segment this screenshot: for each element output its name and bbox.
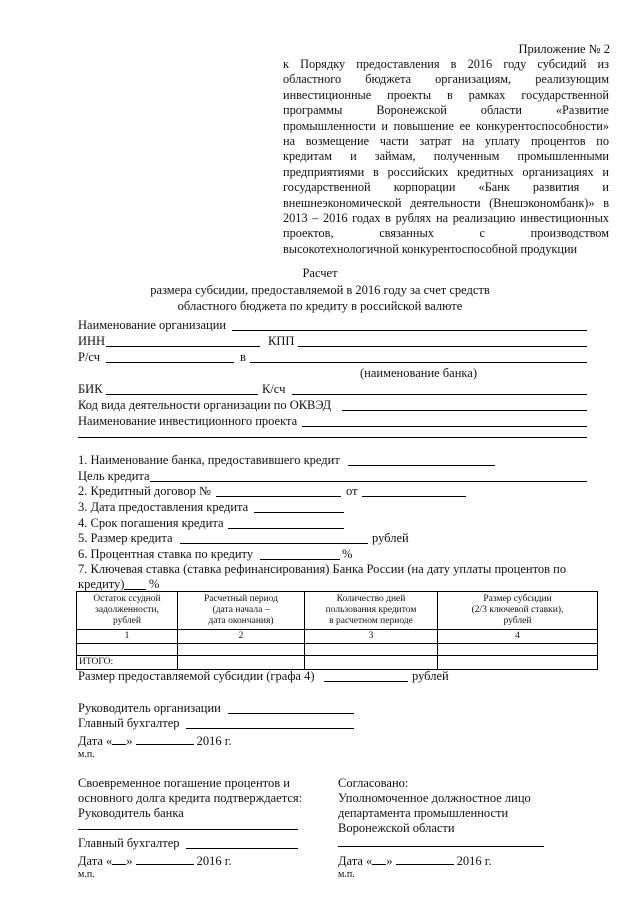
bank-confirm-line-2: основного долга кредита подтверждается: (78, 791, 303, 805)
key-rate-field[interactable] (124, 589, 146, 590)
agreed-date-day-field[interactable] (372, 852, 386, 865)
agreed-official: Уполномоченное должностное лицо (338, 791, 531, 805)
heading-title: Расчет (302, 266, 338, 280)
agreed-signature[interactable] (338, 846, 544, 847)
appendix-line: 2013 – 2016 годах в рублях на реализацию инвестиционных (283, 211, 609, 226)
okved-field[interactable] (342, 410, 587, 411)
appendix-line: внешнеэкономической деятельности (Внешэкономбанк)» в (283, 195, 609, 210)
contract-from-label: от (346, 484, 358, 498)
inn-field[interactable] (106, 346, 260, 347)
appendix-line: проектов, связанных с производством (283, 226, 609, 241)
interest-rate-field[interactable] (260, 559, 340, 560)
corr-account-label: К/сч (262, 382, 286, 396)
appendix-line: на возмещение части затрат на уплату процентов по (283, 134, 609, 149)
item-7-label-continued: кредиту) (78, 577, 125, 591)
kpp-field[interactable] (298, 346, 587, 347)
credit-date-field[interactable] (254, 512, 344, 513)
bank-stamp-place: м.п. (78, 869, 95, 880)
credit-goal-field[interactable] (150, 481, 587, 482)
calculation-table (76, 591, 598, 670)
subsidy-size-unit: рублей (412, 669, 449, 683)
subsidy-size-field[interactable] (324, 681, 408, 682)
column-number: 2 (178, 630, 305, 644)
in-bank-label: в (240, 350, 246, 364)
okved-label: Код вида деятельности организации по ОКВЭД (78, 398, 332, 412)
org-name-field[interactable] (232, 330, 587, 331)
bank-head-signature[interactable] (78, 829, 298, 830)
appendix-line: областного бюджета организациям, реализующим (283, 72, 609, 87)
appendix-line: промышленности и повышение ее конкурентоспособности» (283, 118, 609, 133)
bank-head-label: Руководитель банка (78, 806, 184, 820)
project-field-continued[interactable] (78, 437, 587, 438)
item-4-label: 4. Срок погашения кредита (78, 516, 224, 530)
credit-goal-label: Цель кредита (78, 469, 150, 483)
agreed-region: Воронежской области (338, 821, 455, 835)
project-label: Наименование инвестиционного проекта (78, 414, 298, 428)
agreed-stamp-place: м.п. (338, 869, 355, 880)
bank-field[interactable] (250, 362, 587, 363)
column-number: 4 (438, 630, 598, 644)
kpp-label: КПП (268, 334, 295, 348)
org-date-day-field[interactable] (112, 732, 126, 745)
org-head-signature[interactable] (228, 713, 354, 714)
bank-accountant-label: Главный бухгалтер (78, 836, 180, 850)
bik-field[interactable] (106, 394, 258, 395)
item-7-label: 7. Ключевая ставка (ставка рефинансирования) Банка России (на дату уплаты процентов по (78, 562, 567, 576)
org-date-month-field[interactable] (136, 732, 194, 745)
data-cell[interactable] (178, 643, 305, 655)
subsidy-size-label: Размер предоставляемой субсидии (графа 4) (78, 669, 315, 683)
total-label: ИТОГО: (77, 655, 178, 669)
total-cell (305, 655, 438, 669)
header-cell-days: Количество дней пользования кредитом в расчетном периоде (305, 592, 438, 630)
org-date: Дата « » 2016 г. (78, 734, 232, 748)
interest-rate-unit: % (342, 547, 353, 561)
bik-label: БИК (78, 382, 103, 396)
total-cell[interactable] (438, 655, 598, 669)
total-cell (178, 655, 305, 669)
agreed-date: Дата « » 2016 г. (338, 854, 492, 868)
repayment-term-field[interactable] (228, 528, 344, 529)
key-rate-unit: % (149, 577, 160, 591)
bank-accountant-signature[interactable] (186, 848, 298, 849)
appendix-line: программы Воронежской области «Развитие (283, 103, 609, 118)
data-cell[interactable] (77, 643, 178, 655)
appendix-title: Приложение № 2 (518, 42, 610, 56)
item-1-label: 1. Наименование банка, предоставившего кредит (78, 453, 340, 467)
bank-confirm-line-1: Своевременное погашение процентов и (78, 776, 290, 790)
column-number: 1 (77, 630, 178, 644)
item-5-label: 5. Размер кредита (78, 531, 173, 545)
data-cell[interactable] (438, 643, 598, 655)
org-accountant-signature[interactable] (186, 728, 354, 729)
bank-name-caption: (наименование банка) (359, 366, 478, 380)
header-cell-subsidy: Размер субсидии (2/3 ключевой ставки), рублей (438, 592, 598, 630)
credit-amount-unit: рублей (372, 531, 409, 545)
inn-label: ИНН (78, 334, 106, 348)
appendix-line: государственной корпорации «Банк развития и (283, 180, 609, 195)
heading-subtitle-2: областного бюджета по кредиту в российской валюте (177, 299, 463, 313)
agreed-title: Согласовано: (338, 776, 409, 790)
contract-date-field[interactable] (362, 496, 466, 497)
item-2-label: 2. Кредитный договор № (78, 484, 211, 498)
item-6-label: 6. Процентная ставка по кредиту (78, 547, 254, 561)
credit-amount-field[interactable] (180, 543, 368, 544)
org-name-label: Наименование организации (78, 318, 227, 332)
heading-subtitle: размера субсидии, предоставляемой в 2016 году за счет средств (150, 283, 490, 297)
column-number: 3 (305, 630, 438, 644)
bank-date-month-field[interactable] (136, 852, 194, 865)
project-field[interactable] (302, 426, 587, 427)
data-cell[interactable] (305, 643, 438, 655)
header-cell-balance: Остаток ссудной задолженности, рублей (77, 592, 178, 630)
item-3-label: 3. Дата предоставления кредита (78, 500, 249, 514)
appendix-reference (283, 57, 609, 257)
account-label: Р/сч (78, 350, 101, 364)
bank-date: Дата « » 2016 г. (78, 854, 232, 868)
org-stamp-place: м.п. (78, 749, 95, 760)
org-accountant-label: Главный бухгалтер (78, 716, 180, 730)
org-head-label: Руководитель организации (78, 701, 221, 715)
header-cell-period: Расчетный период (дата начала – дата окончания) (178, 592, 305, 630)
appendix-line: к Порядку предоставления в 2016 году субсидий из (283, 57, 609, 71)
bank-date-day-field[interactable] (112, 852, 126, 865)
appendix-line: инвестиционные проекты в рамках государственной (283, 87, 609, 102)
agreed-date-month-field[interactable] (396, 852, 454, 865)
contract-number-field[interactable] (216, 496, 341, 497)
appendix-line: высокотехнологичной конкурентоспособной продукции (283, 241, 578, 256)
agreed-department: департамента промышленности (338, 806, 509, 820)
bank-provider-field[interactable] (348, 465, 495, 466)
appendix-line: кредитам и займам, полученным промышленными (283, 149, 609, 164)
account-field[interactable] (106, 362, 234, 363)
corr-account-field[interactable] (292, 394, 587, 395)
appendix-line: предприятиями в российских кредитных организациях и (283, 164, 609, 179)
